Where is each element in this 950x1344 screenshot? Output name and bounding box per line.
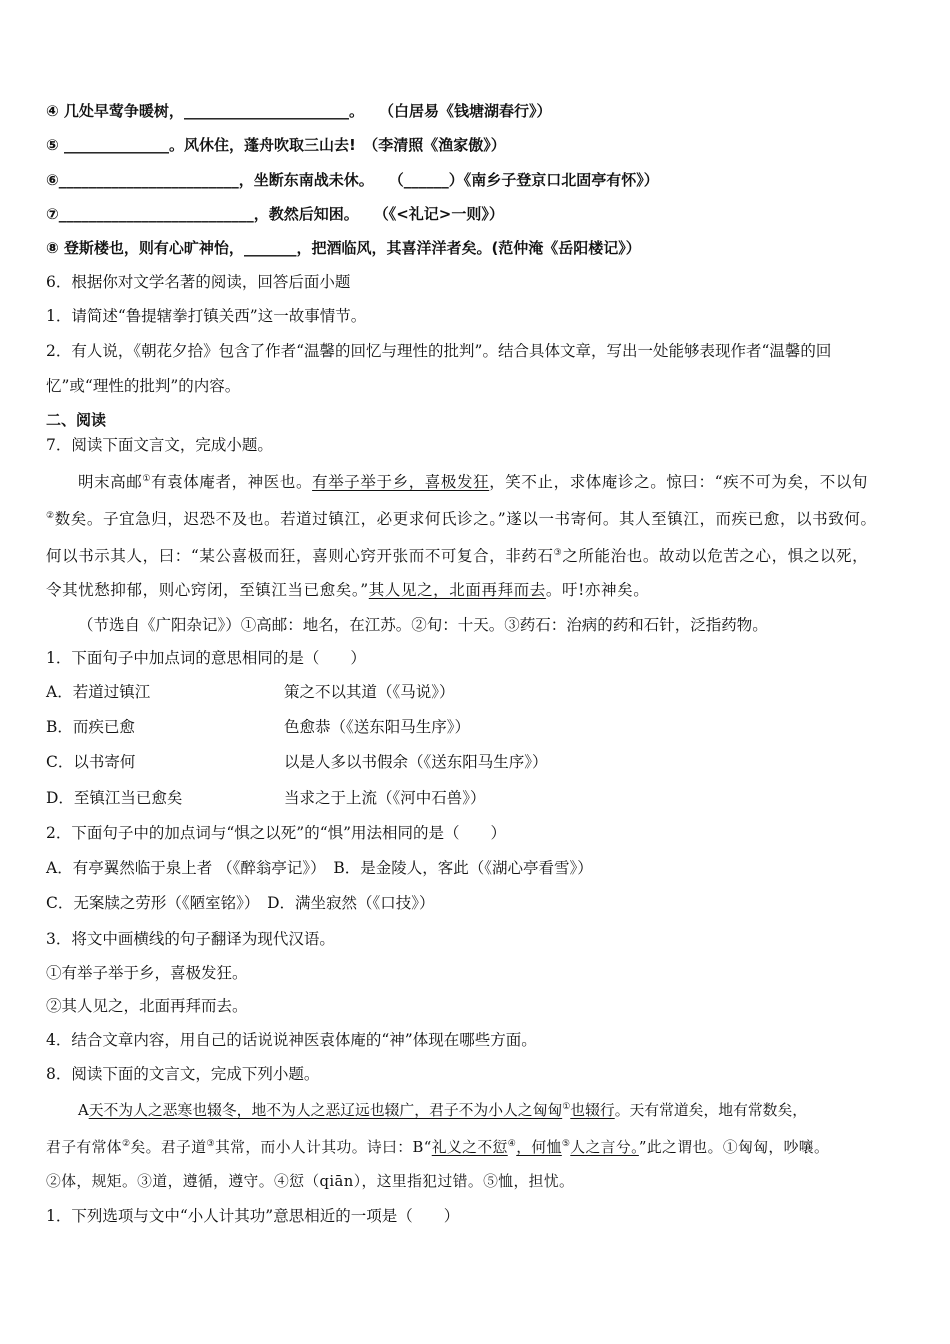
q6-sub2-line1: 2．有人说，《朝花夕拾》包含了作者“温馨的回忆与理性的批判”。结合具体文章，写出一处能够表现作者“温馨的回	[46, 342, 832, 360]
q7-option-d-right: 当求之于上流（《河中石兽》）	[284, 789, 486, 807]
section-heading: 二、阅读	[46, 411, 107, 429]
q7-footnote: （节选自《广阳杂记》）①高邮：地名，在江苏。②旬：十天。③药石：治病的药和石针，泛指药物。	[78, 616, 768, 634]
q7-title: 7．阅读下面文言文，完成小题。	[46, 436, 273, 454]
answer-blank[interactable]: ______________________	[183, 102, 349, 120]
q7-option-c-right: 以是人多以书假余（《送东阳马生序》）	[284, 753, 548, 771]
q7-passage-line1: 明末高邮①有袁体庵者，神医也。有举子举于乡，喜极发狂，笑不止，求体庵诊之。惊曰：“疾不可为矣，不以旬	[78, 473, 869, 492]
q6-title: 6．根据你对文学名著的阅读，回答后面小题	[46, 273, 351, 291]
q7-passage-line3: 何以书示其人，曰：“某公喜极而狂，喜则心窍开张而不可复合，非药石③之所能治也。故动以危苦之心，惧之以死，	[46, 547, 869, 566]
q7-passage-line4: 令其忧愁抑郁，则心窍闭，至镇江当已愈矣。”其人见之，北面再拜而去。吁!亦神矣。	[46, 581, 650, 599]
q7-passage-line2: ②数矣。子宜急归，迟恐不及也。若道过镇江，必更求何氏诊之。”遂以一书寄何。其人至镇江，而疾已愈，以书致何。	[46, 510, 877, 529]
q7-sub1: 1．下面句子中加点词的意思相同的是（ ）	[46, 649, 366, 667]
answer-blank[interactable]: _______	[243, 239, 297, 257]
q7-option-c-left[interactable]: C．以书寄何	[46, 753, 136, 771]
q8-passage-line3: ②体，规矩。③道，遵循，遵守。④愆（qiān），这里指犯过错。⑤恤，担忧。	[46, 1173, 575, 1190]
poem-line-7: ⑦__________________________，教然后知困。 （《<礼记>一则》）	[46, 205, 504, 223]
q8-passage-line1: A天不为人之恶寒也辍冬，地不为人之恶辽远也辍广，君子不为小人之匈匈①也辍行。天有常道矣，地有常数矣，	[78, 1101, 808, 1119]
q7-sub2-options-cd[interactable]: C．无案牍之劳形（《陋室铭》） D．满坐寂然（《口技》）	[46, 894, 435, 912]
q7-sub3: 3．将文中画横线的句子翻译为现代汉语。	[46, 930, 335, 948]
q7-option-a-left[interactable]: A．若道过镇江	[46, 683, 151, 701]
poem-line-4: ④ 几处早莺争暖树，______________________。 （白居易《钱塘湖春行》）	[46, 102, 552, 120]
q7-option-d-left[interactable]: D．至镇江当已愈矣	[46, 789, 183, 807]
q7-option-a-right: 策之不以其道（《马说》）	[284, 683, 455, 701]
answer-blank[interactable]: ________________________	[58, 171, 239, 189]
q8-passage-line2: 君子有常体②矣。君子道③其常，而小人计其功。诗曰：B“礼义之不愆④，何恤⑤人之言兮。”此之谓也。①匈匈，吵嚷。	[46, 1138, 830, 1156]
q7-sub4: 4．结合文章内容，用自己的话说说神医袁体庵的“神”体现在哪些方面。	[46, 1031, 537, 1049]
q7-sub3-item2: ②其人见之，北面再拜而去。	[46, 997, 248, 1015]
q8-title: 8．阅读下面的文言文，完成下列小题。	[46, 1065, 320, 1083]
q7-option-b-right: 色愈恭（《送东阳马生序》）	[284, 718, 471, 736]
q7-sub3-item1: ①有举子举于乡，喜极发狂。	[46, 964, 248, 982]
q8-sub1: 1．下列选项与文中“小人计其功”意思相近的一项是（ ）	[46, 1207, 460, 1225]
poem-line-6: ⑥________________________，坐断东南战未休。 （______）《南乡子登京口北固亭有怀》）	[46, 171, 659, 189]
q6-sub2-line2: 忆”或“理性的批判”的内容。	[46, 377, 241, 395]
q7-sub2: 2．下面句子中的加点词与“惧之以死”的“惧”用法相同的是（ ）	[46, 824, 507, 842]
answer-blank[interactable]: __________________________	[58, 205, 254, 223]
poem-line-8: ⑧ 登斯楼也，则有心旷神怡，_______，把酒临风，其喜洋洋者矣。(范仲淹《岳阳楼记》）	[46, 239, 641, 257]
answer-blank[interactable]: ______________	[63, 136, 169, 154]
q6-sub1: 1．请简述“鲁提辖拳打镇关西”这一故事情节。	[46, 307, 367, 325]
q7-option-b-left[interactable]: B．而疾已愈	[46, 718, 135, 736]
poem-line-5: ⑤ ______________。风休住，蓬舟吹取三山去! （李清照《渔家傲》）	[46, 136, 506, 154]
q7-sub2-options-ab[interactable]: A．有亭翼然临于泉上者 （《醉翁亭记》） B．是金陵人，客此（《湖心亭看雪》）	[46, 859, 593, 877]
